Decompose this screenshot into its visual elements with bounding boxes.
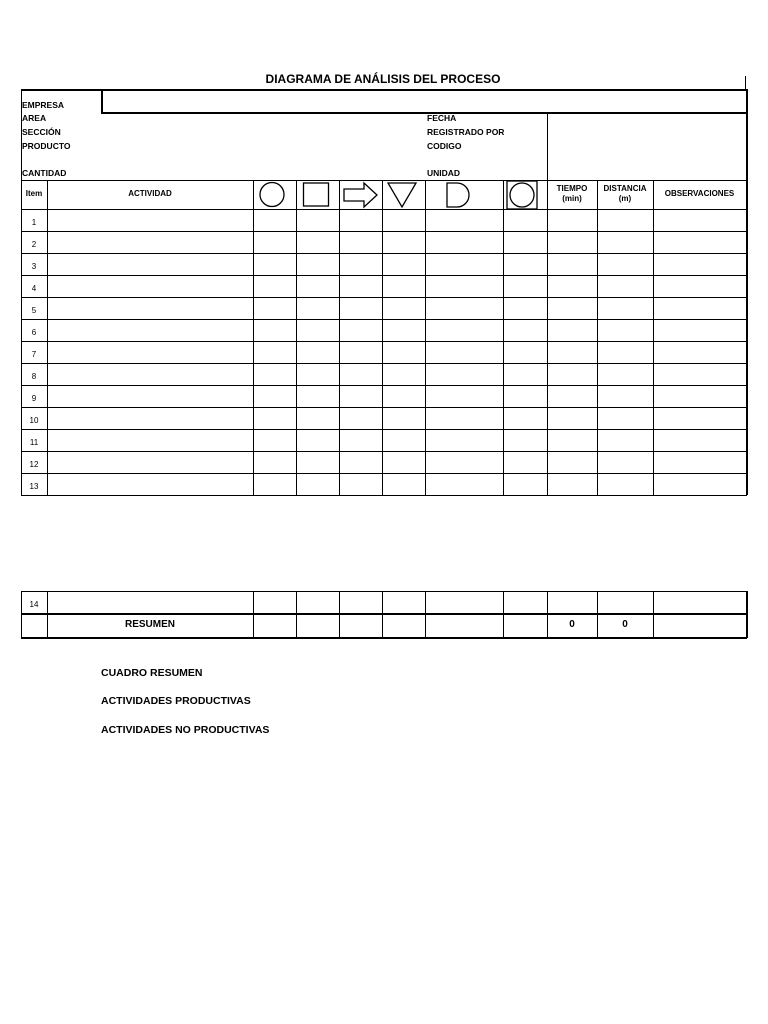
top-col-line — [653, 180, 654, 495]
resumen-label: RESUMEN — [124, 619, 175, 630]
row-item-number: 2 — [31, 240, 37, 249]
info-empresa-divider-v — [101, 89, 103, 112]
row-item-number: 1 — [31, 218, 37, 227]
actividades-no-productivas-label: ACTIVIDADES NO PRODUCTIVAS — [101, 724, 270, 736]
empresa-label: EMPRESA — [22, 100, 65, 110]
actividades-productivas-label: ACTIVIDADES PRODUCTIVAS — [101, 695, 251, 707]
info-value-divider — [547, 112, 548, 181]
row-item-number: 11 — [29, 438, 39, 447]
table-row-line — [21, 297, 747, 298]
tiempo-total: 0 — [569, 619, 575, 630]
table-row-line — [21, 319, 747, 320]
summary-bottom-border — [21, 637, 747, 639]
unidad-label: UNIDAD — [427, 168, 461, 178]
cantidad-label: CANTIDAD — [22, 168, 67, 178]
info-right-border — [746, 89, 748, 181]
row-item-number: 4 — [31, 284, 37, 293]
top-col-line — [503, 180, 504, 495]
row-item-number: 3 — [31, 262, 37, 271]
row-item-number: 7 — [31, 350, 37, 359]
inspection-square-icon — [302, 181, 332, 209]
table-row-line — [21, 363, 747, 364]
row-item-number: 6 — [31, 328, 37, 337]
top-col-line — [425, 180, 426, 495]
table-row-line — [21, 495, 747, 496]
actividad-header: ACTIVIDAD — [128, 189, 172, 198]
observaciones-header: OBSERVACIONES — [664, 189, 735, 198]
table-row-line — [21, 341, 747, 342]
table-row-line — [21, 253, 747, 254]
title-right-tick — [745, 76, 746, 90]
top-col-line — [339, 180, 340, 495]
row-item-number: 8 — [31, 372, 37, 381]
top-col-line — [382, 180, 383, 495]
row-item-number: 10 — [29, 416, 39, 425]
top-col-line — [746, 180, 748, 495]
table-row-line — [21, 385, 747, 386]
top-col-line — [296, 180, 297, 495]
delay-d-icon — [444, 181, 474, 209]
tiempo-header-line2: (min) — [562, 194, 582, 203]
registrado-label: REGISTRADO POR — [427, 127, 505, 137]
distancia-header-line2: (m) — [618, 194, 632, 203]
top-col-line — [597, 180, 598, 495]
codigo-label: CODIGO — [427, 141, 462, 151]
fecha-label: FECHA — [427, 113, 457, 123]
storage-triangle-icon — [386, 181, 420, 209]
row-item-number: 5 — [31, 306, 37, 315]
form-title: DIAGRAMA DE ANÁLISIS DEL PROCESO — [265, 72, 501, 86]
info-top-border — [21, 89, 747, 91]
seccion-label: SECCIÓN — [22, 127, 61, 137]
combined-operation-icon — [506, 180, 538, 210]
tiempo-header — [547, 184, 597, 204]
row-item-number: 12 — [29, 460, 39, 469]
row-item-number: 9 — [31, 394, 37, 403]
distancia-header — [597, 184, 653, 204]
header-top-border — [21, 180, 747, 181]
transport-arrow-icon — [342, 181, 380, 209]
table-row-line — [21, 231, 747, 232]
table-row-line — [21, 473, 747, 474]
row-item-number: 13 — [29, 482, 39, 491]
distancia-total: 0 — [622, 619, 628, 630]
top-col-line — [21, 180, 22, 495]
summary-top-border — [21, 613, 747, 615]
table-row-line — [21, 591, 747, 592]
table-row-line — [21, 451, 747, 452]
table-row-line — [21, 407, 747, 408]
item-header: Item — [25, 189, 43, 198]
top-col-line — [47, 180, 48, 495]
table-row-line — [21, 275, 747, 276]
cuadro-resumen-label: CUADRO RESUMEN — [101, 667, 203, 679]
table-row-line — [21, 429, 747, 430]
row-item-number: 14 — [29, 600, 39, 609]
info-empresa-divider — [101, 112, 747, 114]
header-bottom-border — [21, 209, 747, 210]
top-col-line — [253, 180, 254, 495]
producto-label: PRODUCTO — [22, 141, 71, 151]
tiempo-header-line1: TIEMPO — [556, 184, 588, 193]
area-label: AREA — [22, 113, 47, 123]
operation-circle-icon — [258, 181, 288, 209]
distancia-header-line1: DISTANCIA — [603, 184, 647, 193]
top-col-line — [547, 180, 548, 495]
